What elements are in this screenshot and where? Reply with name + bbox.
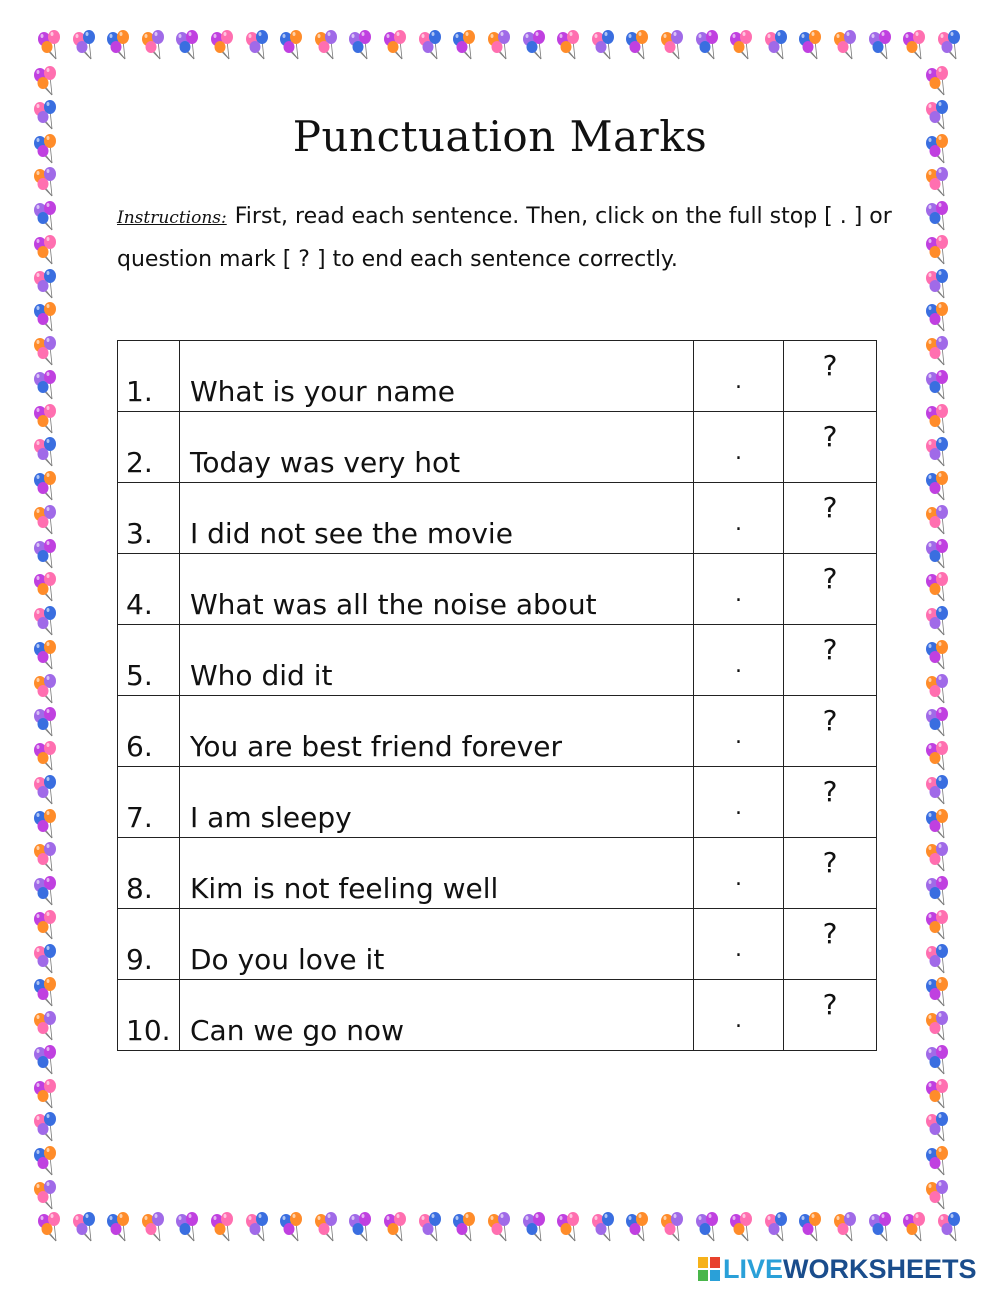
balloon-bunch-icon xyxy=(30,66,62,98)
balloon-bunch-icon xyxy=(922,910,954,942)
balloon-bunch-icon xyxy=(138,1212,170,1244)
balloon-bunch-icon xyxy=(30,1112,62,1144)
full-stop-option[interactable] xyxy=(694,767,784,838)
balloon-bunch-icon xyxy=(138,30,170,62)
full-stop-label: . xyxy=(735,865,742,891)
balloon-bunch-icon xyxy=(922,775,954,807)
balloon-border-bottom xyxy=(34,1212,966,1248)
balloon-bunch-icon xyxy=(172,30,204,62)
question-row xyxy=(118,554,877,625)
full-stop-option[interactable] xyxy=(694,980,784,1051)
balloon-bunch-icon xyxy=(934,1212,966,1244)
question-number: 10. xyxy=(118,980,180,1051)
full-stop-option[interactable] xyxy=(694,412,784,483)
full-stop-option[interactable] xyxy=(694,838,784,909)
balloon-bunch-icon xyxy=(30,775,62,807)
balloon-bunch-icon xyxy=(922,235,954,267)
balloon-bunch-icon xyxy=(922,1180,954,1212)
full-stop-option[interactable] xyxy=(694,696,784,767)
question-number: 5. xyxy=(118,625,180,696)
balloon-bunch-icon xyxy=(657,30,689,62)
question-sentence: Can we go now xyxy=(180,980,694,1051)
balloon-bunch-icon xyxy=(30,269,62,301)
question-sentence: Do you love it xyxy=(180,909,694,980)
balloon-bunch-icon xyxy=(922,977,954,1009)
balloon-bunch-icon xyxy=(657,1212,689,1244)
balloon-bunch-icon xyxy=(242,1212,274,1244)
balloon-bunch-icon xyxy=(30,336,62,368)
balloon-bunch-icon xyxy=(922,842,954,874)
balloon-bunch-icon xyxy=(30,1045,62,1077)
balloon-bunch-icon xyxy=(30,707,62,739)
question-mark-option[interactable]: ? xyxy=(784,554,877,625)
balloon-bunch-icon xyxy=(922,167,954,199)
balloon-bunch-icon xyxy=(69,30,101,62)
balloon-bunch-icon xyxy=(30,640,62,672)
balloon-border-top xyxy=(34,30,966,66)
balloon-bunch-icon xyxy=(922,471,954,503)
balloon-bunch-icon xyxy=(899,1212,931,1244)
question-sentence: Who did it xyxy=(180,625,694,696)
balloon-bunch-icon xyxy=(922,1112,954,1144)
balloon-bunch-icon xyxy=(30,1146,62,1178)
question-mark-option[interactable]: ? xyxy=(784,341,877,412)
instructions-label: Instructions: xyxy=(117,208,227,228)
liveworksheets-logo-icon xyxy=(697,1256,721,1282)
page-title: Punctuation Marks xyxy=(292,112,708,161)
balloon-bunch-icon xyxy=(30,944,62,976)
balloon-bunch-icon xyxy=(30,302,62,334)
question-row xyxy=(118,341,877,412)
balloon-bunch-icon xyxy=(484,1212,516,1244)
question-mark-option[interactable]: ? xyxy=(784,909,877,980)
balloon-bunch-icon xyxy=(34,30,66,62)
balloon-bunch-icon xyxy=(69,1212,101,1244)
question-number: 4. xyxy=(118,554,180,625)
balloon-bunch-icon xyxy=(922,1045,954,1077)
balloon-bunch-icon xyxy=(922,1146,954,1178)
balloon-bunch-icon xyxy=(30,572,62,604)
balloon-bunch-icon xyxy=(922,876,954,908)
full-stop-label: . xyxy=(735,439,742,465)
question-row xyxy=(118,909,877,980)
balloon-bunch-icon xyxy=(922,539,954,571)
balloon-bunch-icon xyxy=(30,201,62,233)
balloon-bunch-icon xyxy=(30,404,62,436)
question-sentence: Today was very hot xyxy=(180,412,694,483)
balloon-bunch-icon xyxy=(30,1180,62,1212)
balloon-bunch-icon xyxy=(30,876,62,908)
quiz-table xyxy=(117,340,877,1051)
balloon-border-right xyxy=(922,66,958,1212)
balloon-bunch-icon xyxy=(622,30,654,62)
balloon-bunch-icon xyxy=(449,1212,481,1244)
balloon-bunch-icon xyxy=(692,1212,724,1244)
balloon-bunch-icon xyxy=(311,1212,343,1244)
balloon-bunch-icon xyxy=(519,1212,551,1244)
question-sentence: I am sleepy xyxy=(180,767,694,838)
question-number: 9. xyxy=(118,909,180,980)
balloon-bunch-icon xyxy=(922,302,954,334)
balloon-bunch-icon xyxy=(172,1212,204,1244)
balloon-bunch-icon xyxy=(922,606,954,638)
balloon-bunch-icon xyxy=(865,1212,897,1244)
balloon-bunch-icon xyxy=(830,30,862,62)
balloon-bunch-icon xyxy=(30,370,62,402)
full-stop-option[interactable] xyxy=(694,341,784,412)
balloon-bunch-icon xyxy=(922,741,954,773)
balloon-bunch-icon xyxy=(207,30,239,62)
balloon-bunch-icon xyxy=(922,370,954,402)
balloon-bunch-icon xyxy=(922,1011,954,1043)
balloon-bunch-icon xyxy=(865,30,897,62)
balloon-bunch-icon xyxy=(922,505,954,537)
balloon-bunch-icon xyxy=(922,437,954,469)
question-row xyxy=(118,625,877,696)
balloon-bunch-icon xyxy=(103,1212,135,1244)
question-sentence: What is your name xyxy=(180,341,694,412)
balloon-bunch-icon xyxy=(30,1079,62,1111)
question-mark-option[interactable]: ? xyxy=(784,412,877,483)
balloon-bunch-icon xyxy=(34,1212,66,1244)
question-number: 7. xyxy=(118,767,180,838)
balloon-bunch-icon xyxy=(761,1212,793,1244)
balloon-bunch-icon xyxy=(553,1212,585,1244)
balloon-bunch-icon xyxy=(30,809,62,841)
balloon-bunch-icon xyxy=(30,606,62,638)
question-number: 1. xyxy=(118,341,180,412)
balloon-bunch-icon xyxy=(761,30,793,62)
balloon-bunch-icon xyxy=(922,572,954,604)
question-row xyxy=(118,412,877,483)
balloon-bunch-icon xyxy=(922,707,954,739)
balloon-bunch-icon xyxy=(553,30,585,62)
full-stop-option[interactable] xyxy=(694,483,784,554)
question-mark-option[interactable]: ? xyxy=(784,696,877,767)
balloon-bunch-icon xyxy=(380,30,412,62)
balloon-bunch-icon xyxy=(795,1212,827,1244)
liveworksheets-logo-text: LIVEWORKSHEETS xyxy=(723,1253,977,1284)
balloon-bunch-icon xyxy=(922,640,954,672)
balloon-bunch-icon xyxy=(899,30,931,62)
balloon-bunch-icon xyxy=(345,30,377,62)
balloon-bunch-icon xyxy=(519,30,551,62)
balloon-bunch-icon xyxy=(795,30,827,62)
question-row xyxy=(118,767,877,838)
balloon-bunch-icon xyxy=(345,1212,377,1244)
full-stop-label: . xyxy=(735,368,742,394)
question-number: 8. xyxy=(118,838,180,909)
balloon-bunch-icon xyxy=(311,30,343,62)
full-stop-option[interactable] xyxy=(694,625,784,696)
question-mark-option[interactable]: ? xyxy=(784,625,877,696)
balloon-bunch-icon xyxy=(30,674,62,706)
balloon-bunch-icon xyxy=(726,1212,758,1244)
full-stop-option[interactable] xyxy=(694,909,784,980)
balloon-bunch-icon xyxy=(922,944,954,976)
balloon-bunch-icon xyxy=(30,977,62,1009)
full-stop-label: . xyxy=(735,794,742,820)
balloon-bunch-icon xyxy=(30,842,62,874)
balloon-bunch-icon xyxy=(207,1212,239,1244)
balloon-bunch-icon xyxy=(934,30,966,62)
balloon-bunch-icon xyxy=(922,404,954,436)
balloon-bunch-icon xyxy=(380,1212,412,1244)
question-row xyxy=(118,483,877,554)
balloon-bunch-icon xyxy=(922,809,954,841)
question-mark-option[interactable]: ? xyxy=(784,980,877,1051)
balloon-bunch-icon xyxy=(692,30,724,62)
balloon-bunch-icon xyxy=(726,30,758,62)
balloon-bunch-icon xyxy=(30,505,62,537)
balloon-bunch-icon xyxy=(30,1011,62,1043)
balloon-bunch-icon xyxy=(30,910,62,942)
instructions xyxy=(117,196,897,281)
question-number: 2. xyxy=(118,412,180,483)
question-row xyxy=(118,838,877,909)
balloon-bunch-icon xyxy=(588,30,620,62)
balloon-bunch-icon xyxy=(622,1212,654,1244)
question-number: 3. xyxy=(118,483,180,554)
balloon-bunch-icon xyxy=(922,201,954,233)
instructions-text: First, read each sentence. Then, click on the full stop [ . ] or question mark [ ? ] to end each sentence correctly. xyxy=(117,204,892,272)
balloon-bunch-icon xyxy=(30,741,62,773)
question-sentence: What was all the noise about xyxy=(180,554,694,625)
question-mark-option[interactable]: ? xyxy=(784,767,877,838)
balloon-bunch-icon xyxy=(30,471,62,503)
balloon-bunch-icon xyxy=(922,269,954,301)
balloon-bunch-icon xyxy=(103,30,135,62)
question-number: 6. xyxy=(118,696,180,767)
balloon-bunch-icon xyxy=(276,30,308,62)
question-mark-option[interactable]: ? xyxy=(784,838,877,909)
balloon-bunch-icon xyxy=(276,1212,308,1244)
balloon-bunch-icon xyxy=(922,66,954,98)
question-row xyxy=(118,696,877,767)
full-stop-label: . xyxy=(735,510,742,536)
balloon-bunch-icon xyxy=(30,167,62,199)
full-stop-label: . xyxy=(735,1007,742,1033)
full-stop-label: . xyxy=(735,581,742,607)
balloon-bunch-icon xyxy=(922,1079,954,1111)
question-sentence: You are best friend forever xyxy=(180,696,694,767)
balloon-bunch-icon xyxy=(922,674,954,706)
question-mark-option[interactable]: ? xyxy=(784,483,877,554)
balloon-bunch-icon xyxy=(30,235,62,267)
balloon-bunch-icon xyxy=(588,1212,620,1244)
balloon-bunch-icon xyxy=(415,1212,447,1244)
question-sentence: Kim is not feeling well xyxy=(180,838,694,909)
balloon-bunch-icon xyxy=(242,30,274,62)
full-stop-label: . xyxy=(735,723,742,749)
balloon-bunch-icon xyxy=(449,30,481,62)
full-stop-label: . xyxy=(735,652,742,678)
balloon-bunch-icon xyxy=(30,437,62,469)
balloon-bunch-icon xyxy=(830,1212,862,1244)
balloon-border-left xyxy=(30,66,66,1212)
balloon-bunch-icon xyxy=(415,30,447,62)
balloon-bunch-icon xyxy=(922,336,954,368)
balloon-bunch-icon xyxy=(30,539,62,571)
question-row xyxy=(118,980,877,1051)
liveworksheets-logo xyxy=(697,1254,977,1284)
question-sentence: I did not see the movie xyxy=(180,483,694,554)
balloon-bunch-icon xyxy=(484,30,516,62)
full-stop-label: . xyxy=(735,936,742,962)
full-stop-option[interactable] xyxy=(694,554,784,625)
